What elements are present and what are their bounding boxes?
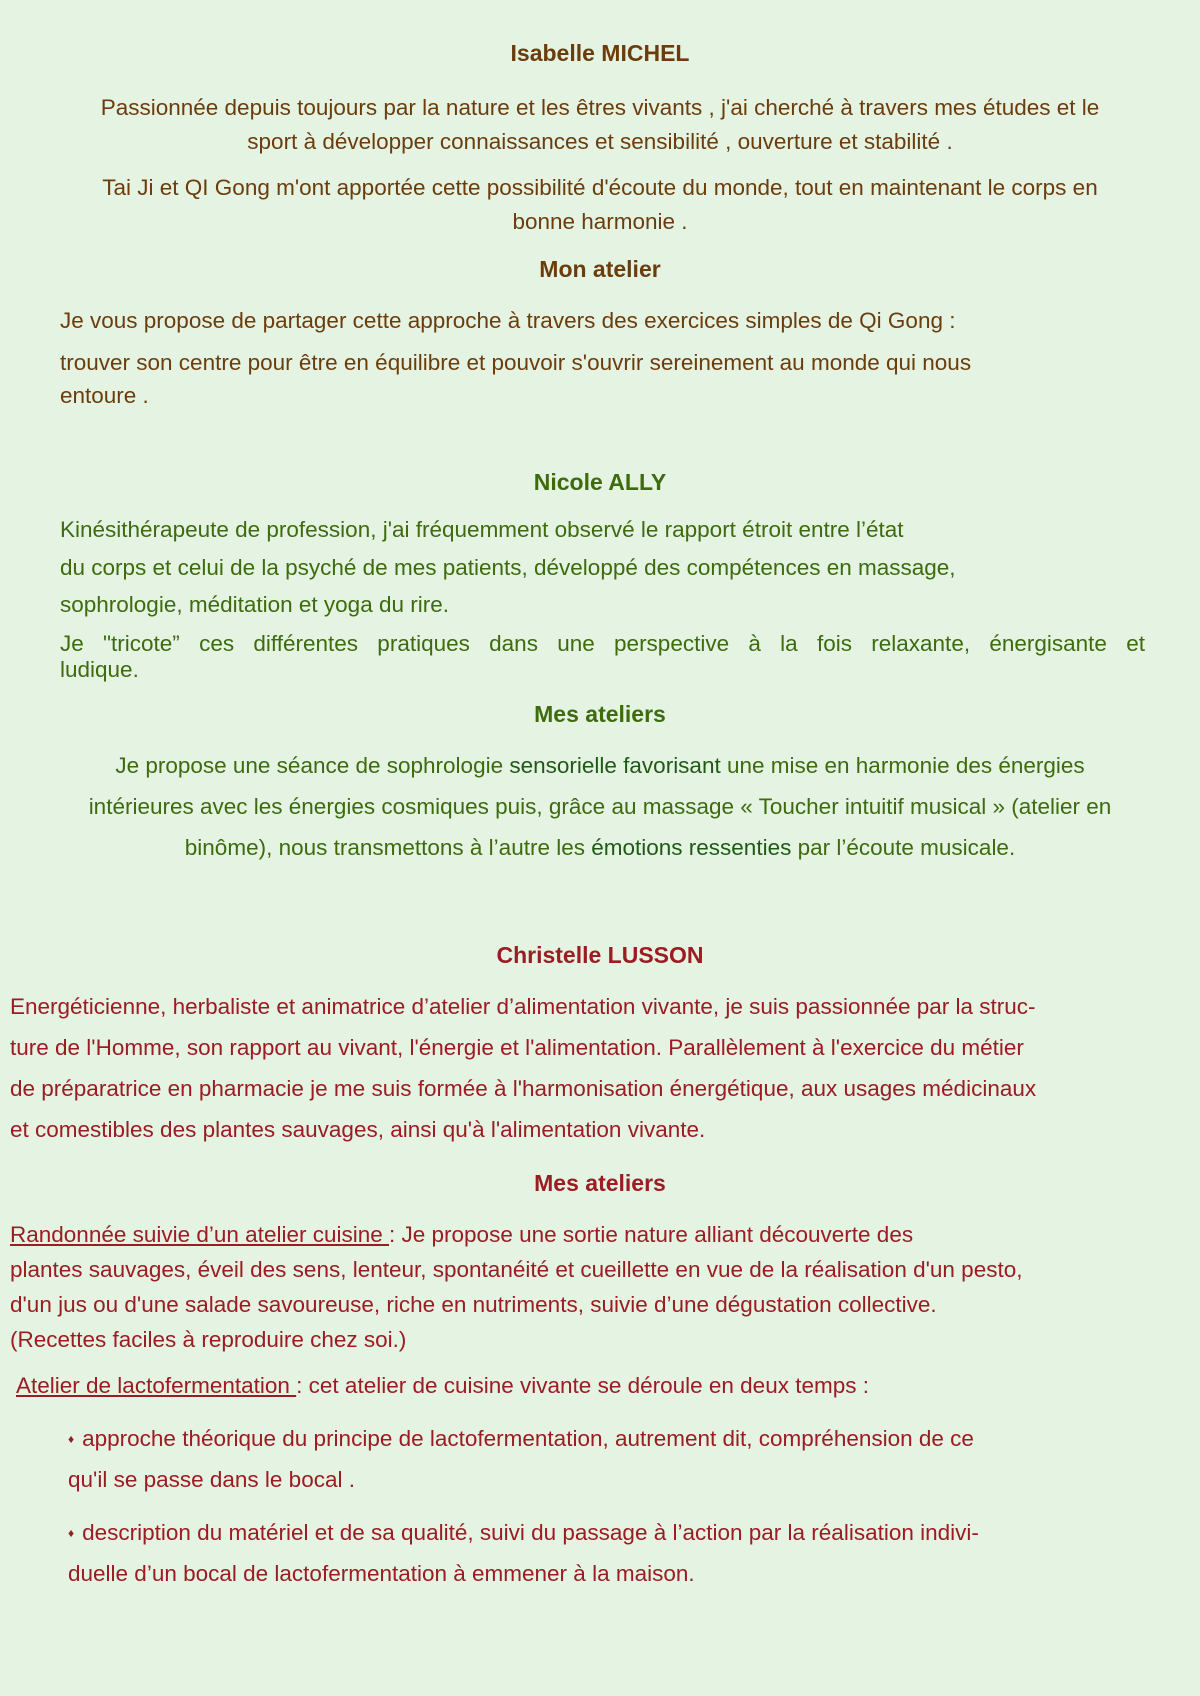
nicole-bio-line: Kinésithérapeute de profession, j'ai fréquemment observé le rapport étroit entre l’état <box>60 517 904 542</box>
bullet-item <box>68 1426 974 1452</box>
isabelle-workshop-line: Je vous propose de partager cette approche à travers des exercices simples de Qi Gong : <box>60 308 956 333</box>
lacto-title: Atelier de lactofermentation <box>16 1373 297 1398</box>
nicole-workshop-line: intérieures avec les énergies cosmiques puis, grâce au massage « Toucher intuitif musical » (atelier en <box>88 794 1112 819</box>
christelle-name: Christelle LUSSON <box>496 942 704 968</box>
christelle-bio-line: ture de l'Homme, son rapport au vivant, l'énergie et l'alimentation. Parallèlement à l'exercice du métier <box>10 1035 1024 1060</box>
nicole-workshop-emphasis: sensorielle favorisant <box>509 753 721 778</box>
isabelle-name: Isabelle MICHEL <box>510 40 690 66</box>
rando-title: Randonnée suivie d’un atelier cuisine <box>10 1222 389 1247</box>
diamond-bullet-icon: ♦ <box>68 1432 75 1446</box>
rando-line: plantes sauvages, éveil des sens, lenteur, spontanéité et cueillette en vue de la réalisation d'un pesto, <box>10 1257 1023 1282</box>
nicole-bio-line: ludique. <box>60 657 139 682</box>
nicole-workshop-text: binôme), nous transmettons à l’autre les <box>184 835 592 860</box>
nicole-workshop-title: Mes ateliers <box>534 701 666 727</box>
nicole-name: Nicole ALLY <box>533 469 667 495</box>
nicole-workshop-emphasis: émotions ressenties <box>591 835 792 860</box>
bullet-text: approche théorique du principe de lactofermentation, autrement dit, compréhension de ce <box>82 1426 974 1451</box>
nicole-workshop-text: une mise en harmonie des énergies <box>720 753 1085 778</box>
rando-line: d'un jus ou d'une salade savoureuse, riche en nutriments, suivie d’une dégustation collective. <box>10 1292 937 1317</box>
christelle-bio-line: de préparatrice en pharmacie je me suis formée à l'harmonisation énergétique, aux usages médicinaux <box>10 1076 1037 1101</box>
christelle-workshop-title: Mes ateliers <box>534 1170 666 1196</box>
christelle-bio-line: et comestibles des plantes sauvages, ainsi qu'à l'alimentation vivante. <box>10 1117 706 1142</box>
bullet-text: duelle d’un bocal de lactofermentation à emmener à la maison. <box>68 1561 695 1586</box>
nicole-workshop-text: par l’écoute musicale. <box>791 835 1016 860</box>
nicole-workshop-line <box>0 753 1200 779</box>
nicole-workshop-line <box>0 835 1200 861</box>
nicole-workshop-text: Je propose une séance de sophrologie <box>115 753 510 778</box>
isabelle-bio-line: Passionnée depuis toujours par la nature et les êtres vivants , j'ai cherché à travers mes études et le <box>100 95 1100 120</box>
isabelle-bio2-line: Tai Ji et QI Gong m'ont apportée cette possibilité d'écoute du monde, tout en maintenant le corps en <box>102 175 1098 200</box>
isabelle-bio-line: sport à développer connaissances et sensibilité , ouverture et stabilité . <box>247 129 953 154</box>
rando-text: : Je propose une sortie nature alliant découverte des <box>389 1222 914 1247</box>
nicole-bio-line: sophrologie, méditation et yoga du rire. <box>60 592 449 617</box>
isabelle-workshop-title: Mon atelier <box>539 256 661 282</box>
lacto-text: : cet atelier de cuisine vivante se déroule en deux temps : <box>296 1373 869 1398</box>
isabelle-workshop-line: entoure . <box>60 383 149 408</box>
lacto-line <box>16 1373 869 1399</box>
christelle-bio-line: Energéticienne, herbaliste et animatrice d’atelier d’alimentation vivante, je suis passionnée par la struc- <box>10 994 1036 1019</box>
nicole-bio-line: Je "tricote” ces différentes pratiques dans une perspective à la fois relaxante, énergisante et <box>60 631 1145 656</box>
nicole-bio-line: du corps et celui de la psyché de mes patients, développé des compétences en massage, <box>60 555 956 580</box>
bullet-item <box>68 1520 979 1546</box>
isabelle-bio2-line: bonne harmonie . <box>512 209 688 234</box>
bullet-text: description du matériel et de sa qualité, suivi du passage à l’action par la réalisation indivi- <box>82 1520 979 1545</box>
diamond-bullet-icon: ♦ <box>68 1526 75 1540</box>
isabelle-workshop-line: trouver son centre pour être en équilibre et pouvoir s'ouvrir sereinement au monde qui nous <box>60 350 972 375</box>
rando-line: (Recettes faciles à reproduire chez soi.) <box>10 1327 407 1352</box>
rando-line <box>10 1222 913 1248</box>
bullet-text: qu'il se passe dans le bocal . <box>68 1467 355 1492</box>
